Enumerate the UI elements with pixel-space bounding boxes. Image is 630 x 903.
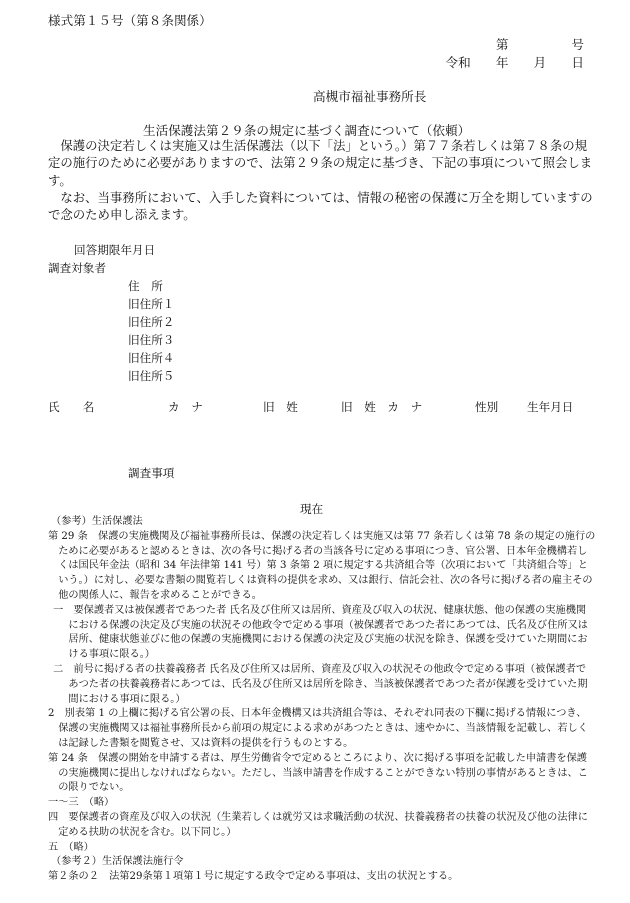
address-field: 住 所: [128, 279, 163, 293]
article-29-paragraph-2: 2 別表第 1 の上欄に掲げる官公署の長、日本年金機構又は共済組合等は、それぞれ同表の下欄に掲げる情報につき、保護の実施機関又は福祉事務所長から前項の規定による求めがあつたときは、速やかに、当該情報を記載し、若しくは記録した書類を閲覧させ、又は資料の提供を行うものとする。: [48, 708, 588, 749]
old-address-5: 旧住所５: [128, 369, 175, 383]
article-29: 第 29 条 保護の実施機関及び福祉事務所長は、保護の決定若しくは実施又は第 77 条若しくは第 78 条の規定の施行のために必要があると認めるときは、次の各号に掲げる者の当該各号に定める事項につき、官公署、日本年金機構若しくは国民年金法（昭和 34 年法律第 141 号）第 3 条第 2 項に規定する共済組合等（次項において「共済組合等」という。）に対し、必要な書類の閲覧若しくは資料の提供を求め、又は銀行、信託会社、次の各号に掲げる者の雇主その他の関係人に、報告を求めることができる。: [48, 530, 596, 601]
survey-items-label: 調査事項: [128, 466, 175, 480]
document-date: 令和 年 月 日: [445, 55, 584, 70]
header-kana: カ ナ: [168, 400, 203, 414]
header-old-surname-kana: 旧 姓 カ ナ: [341, 400, 423, 414]
reference-heading-2: （参考２）生活保護法施行令: [51, 856, 184, 868]
article-24-item-4: 四 要保護者の資産及び収入の状況（生業若しくは就労又は求職活動の状況、扶養義務者の扶養の状況及び他の法律に定める扶助の状況を含む。以下同じ。）: [48, 811, 588, 838]
reference-section: [48, 515, 596, 885]
deadline-label: 回答期限年月日: [74, 243, 156, 257]
document-number: 第 号: [495, 37, 584, 52]
body-text: [48, 137, 596, 223]
header-name: 氏 名: [48, 400, 95, 414]
reference-heading-1: （参考）生活保護法: [51, 516, 143, 527]
subject-label: 調査対象者: [48, 261, 106, 275]
header-old-surname: 旧 姓: [263, 400, 298, 414]
article-24: 第 24 条 保護の開始を申請する者は、厚生労働省令で定めるところにより、次に掲げる事項を記載した申請書を保護の実施機関に提出しなければならない。ただし、当該申請書を作成することができない特別の事情があるときは、この限りでない。: [48, 752, 588, 794]
document-title: 生活保護法第２９条の規定に基づく調査について（依頼）: [143, 123, 471, 138]
article-29-item-1: 一 要保護者又は被保護者であつた者 氏名及び住所又は居所、資産及び収入の状況、健康状態、他の保護の実施機関における保護の決定及び実施の状況その他政令で定める事項（被保護者であつた者にあつては、氏名及び住所又は居所、健康状態並びに他の保護の実施機関における保護の決定及び実施の状況を除き、保護を受けていた期間における事項に限る。）: [53, 604, 588, 661]
enforcement-order-article-2-2: 第２条の２ 法第29条第１項第１号に規定する政令で定める事項は、支出の状況とする。: [48, 871, 459, 883]
header-birthdate: 生年月日: [527, 400, 574, 414]
article-24-items-1-3: 一～三 （略）: [48, 797, 115, 809]
old-address-2: 旧住所２: [128, 315, 175, 329]
current-label: 現在: [300, 502, 324, 516]
article-29-item-2: 二 前号に掲げる者の扶養義務者 氏名及び住所又は居所、資産及び収入の状況その他政令で定める事項（被保護者であつた者の扶養義務者にあつては、氏名及び住所又は居所を除き、当該被保護者であつた者が保護を受けていた期間における事項に限る。）: [53, 663, 588, 705]
form-number: 様式第１５号（第８条関係）: [48, 13, 212, 28]
article-24-item-5: 五 （略）: [48, 841, 94, 853]
body-paragraph-2: なお、当事務所において、入手した資料については、情報の秘密の保護に万全を期していますので念のため申し添えます。: [48, 189, 593, 223]
sender: 高槻市福祉事務所長: [313, 89, 427, 104]
old-address-3: 旧住所３: [128, 333, 175, 347]
old-address-1: 旧住所１: [128, 297, 175, 311]
body-paragraph-1: 保護の決定若しくは実施又は生活保護法（以下「法」という。）第７７条若しくは第７８条の規定の施行のために必要がありますので、法第２９条の規定に基づき、下記の事項について照会します。: [48, 138, 593, 188]
header-gender: 性別: [475, 400, 499, 414]
old-address-4: 旧住所４: [128, 351, 175, 365]
